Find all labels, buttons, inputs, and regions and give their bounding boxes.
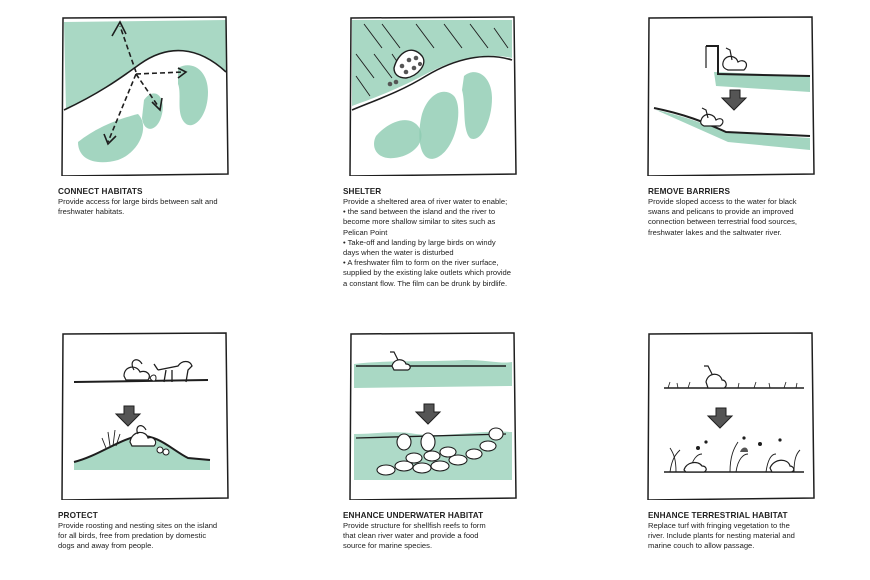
caption-line: Provide a sheltered area of river water to enable;	[343, 197, 508, 206]
caption-line: days when the water is disturbed	[343, 248, 454, 258]
caption-line: marine couch to allow passage.	[648, 541, 755, 551]
caption-line: river. Include plants for nesting material and	[648, 531, 795, 541]
caption-line: • A freshwater film to form on the river surface,	[343, 258, 499, 268]
caption-line: swans and pelicans to provide an improved	[648, 207, 794, 217]
caption-line: Provide sloped access to the water for black	[648, 197, 797, 206]
panel-title: ENHANCE UNDERWATER HABITAT	[343, 511, 484, 520]
caption-enhance-terrestrial-habitat	[648, 511, 848, 552]
caption-enhance-underwater-habitat	[343, 511, 543, 552]
sketch-enhance-underwater-habitat	[346, 330, 518, 500]
caption-line: connection between terrestrial food sources,	[648, 217, 798, 227]
caption-line: a constant flow. The film can be drunk by birdlife.	[343, 278, 508, 288]
caption-line: source for marine species.	[343, 541, 433, 551]
panel-title: SHELTER	[343, 187, 382, 196]
caption-line: dogs and away from people.	[58, 541, 154, 551]
sketch-protect	[58, 330, 230, 500]
caption-connect-habitats	[58, 187, 258, 217]
sketch-connect-habitats	[58, 14, 230, 176]
caption-line: become more shallow similar to sites such as	[343, 217, 496, 227]
caption-remove-barriers	[648, 187, 848, 238]
caption-line: • Take-off and landing by large birds on windy	[343, 237, 496, 247]
panel-title: CONNECT HABITATS	[58, 187, 143, 196]
panel-title: PROTECT	[58, 511, 98, 520]
caption-line: Provide access for large birds between salt and	[58, 197, 218, 206]
caption-line: • the sand between the island and the river to	[343, 207, 496, 217]
caption-line: Provide structure for shellfish reefs to form	[343, 521, 486, 530]
panel-title: REMOVE BARRIERS	[648, 187, 731, 196]
caption-line: Replace turf with fringing vegetation to the	[648, 521, 790, 530]
sketch-remove-barriers	[644, 14, 816, 176]
caption-line: Provide roosting and nesting sites on the island	[58, 521, 218, 530]
caption-protect	[58, 511, 258, 552]
caption-line: supplied by the existing lake outlets which provide	[343, 268, 512, 278]
caption-line: freshwater lakes and the saltwater river.	[648, 227, 782, 237]
panel-title: ENHANCE TERRESTRIAL HABITAT	[648, 511, 788, 520]
sketch-shelter	[346, 14, 518, 176]
caption-line: Pelican Point	[343, 227, 388, 237]
caption-line: for all birds, free from predation by domestic	[58, 531, 207, 541]
caption-shelter	[343, 187, 563, 289]
sketch-enhance-terrestrial-habitat	[644, 330, 816, 500]
caption-line: freshwater habitats.	[58, 207, 125, 217]
caption-line: that clean river water and provide a food	[343, 531, 479, 541]
